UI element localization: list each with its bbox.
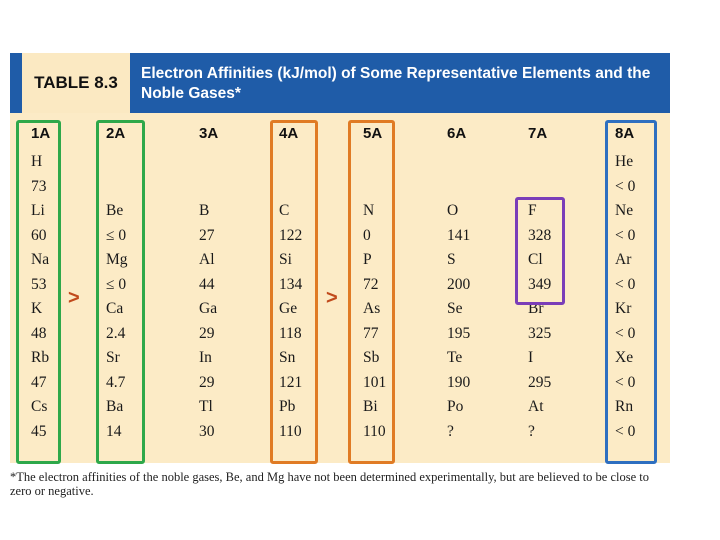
electron-affinity-value: 48 — [31, 324, 47, 342]
electron-affinity-value: < 0 — [615, 177, 636, 195]
element-symbol: F — [528, 202, 537, 219]
electron-affinity-value: 44 — [199, 275, 215, 293]
electron-affinity-value: 77 — [363, 324, 379, 342]
element-symbol: Se — [447, 300, 463, 317]
group-column-3a — [199, 118, 259, 444]
element-symbol: Ar — [615, 251, 632, 268]
element-symbol: Sb — [363, 349, 380, 366]
element-symbol: C — [279, 202, 290, 219]
electron-affinity-value: 30 — [199, 422, 215, 440]
electron-affinity-value: < 0 — [615, 422, 636, 440]
group-header: 2A — [106, 125, 126, 142]
electron-affinity-value: < 0 — [615, 226, 636, 244]
element-symbol: Xe — [615, 349, 634, 366]
element-symbol: Pb — [279, 398, 296, 415]
highlight-box-2a — [96, 120, 145, 464]
electron-affinity-value: 349 — [528, 275, 552, 293]
element-symbol: Tl — [199, 398, 213, 415]
group-header: 6A — [447, 125, 467, 142]
electron-affinity-value: 72 — [363, 275, 379, 293]
element-symbol: He — [615, 153, 634, 170]
element-symbol: N — [363, 202, 375, 219]
element-symbol: B — [199, 202, 210, 219]
element-symbol: S — [447, 251, 456, 268]
electron-affinity-value: 325 — [528, 324, 552, 342]
electron-affinity-value: ≤ 0 — [106, 275, 127, 293]
element-symbol: Te — [447, 349, 463, 366]
element-symbol: Be — [106, 202, 124, 219]
element-symbol: Cs — [31, 398, 48, 415]
electron-affinity-value: 47 — [31, 373, 47, 391]
element-symbol: Po — [447, 398, 464, 415]
electron-affinity-value: 27 — [199, 226, 215, 244]
element-symbol: Rb — [31, 349, 50, 366]
electron-affinity-value: 110 — [279, 422, 302, 440]
element-symbol: Na — [31, 251, 50, 268]
group-header: 1A — [31, 125, 51, 142]
table-header — [10, 53, 670, 113]
electron-affinity-value — [447, 175, 507, 200]
electron-affinity-value: 73 — [31, 177, 47, 195]
element-symbol: Sr — [106, 349, 120, 366]
element-symbol: Ne — [615, 202, 634, 219]
electron-affinity-value: 328 — [528, 226, 552, 244]
electron-affinity-value: 29 — [199, 373, 215, 391]
element-symbol: Al — [199, 251, 215, 268]
electron-affinity-value: 0 — [363, 226, 371, 244]
electron-affinity-value: 60 — [31, 226, 47, 244]
electron-affinity-value: 121 — [279, 373, 303, 391]
element-symbol: Si — [279, 251, 292, 268]
element-symbol: O — [447, 202, 459, 219]
electron-affinity-value: 134 — [279, 275, 303, 293]
element-symbol — [528, 150, 588, 175]
greater-than-arrow-2: > — [326, 287, 338, 309]
element-symbol — [447, 150, 507, 175]
element-symbol: In — [199, 349, 212, 366]
electron-affinity-value: 53 — [31, 275, 47, 293]
table-number: TABLE 8.3 — [22, 53, 130, 113]
element-symbol: Kr — [615, 300, 632, 317]
electron-affinity-value: 190 — [447, 373, 471, 391]
electron-affinity-value: 45 — [31, 422, 47, 440]
element-symbol: P — [363, 251, 372, 268]
electron-affinity-value: 141 — [447, 226, 471, 244]
element-symbol: H — [31, 153, 43, 170]
electron-affinity-value: 195 — [447, 324, 471, 342]
element-symbol: Rn — [615, 398, 634, 415]
electron-affinity-value: < 0 — [615, 324, 636, 342]
electron-affinity-value: 14 — [106, 422, 122, 440]
electron-affinity-value: < 0 — [615, 275, 636, 293]
electron-affinity-value: 122 — [279, 226, 303, 244]
element-symbol: Ba — [106, 398, 124, 415]
group-header: 8A — [615, 125, 635, 142]
electron-affinity-value: 29 — [199, 324, 215, 342]
electron-affinity-value: ? — [447, 422, 454, 440]
electron-affinity-value: 2.4 — [106, 324, 126, 342]
electron-affinity-value: ? — [528, 422, 535, 440]
electron-affinity-value: 118 — [279, 324, 302, 342]
element-symbol: Mg — [106, 251, 128, 268]
electron-affinity-value — [199, 175, 259, 200]
electron-affinity-value: ≤ 0 — [106, 226, 127, 244]
element-symbol: At — [528, 398, 544, 415]
electron-affinity-value: 101 — [363, 373, 387, 391]
table-footnote: *The electron affinities of the noble gases, Be, and Mg have not been determined experimentally, but are believed to be close to zero or negative. — [10, 470, 650, 498]
element-symbol: Ge — [279, 300, 298, 317]
group-column-6a — [447, 118, 507, 444]
group-header: 4A — [279, 125, 299, 142]
greater-than-arrow-1: > — [68, 287, 80, 309]
element-symbol: Br — [528, 300, 544, 317]
group-header: 5A — [363, 125, 383, 142]
element-symbol: I — [528, 349, 534, 366]
electron-affinity-value: 200 — [447, 275, 471, 293]
highlight-box-1a — [16, 120, 61, 464]
highlight-box-5a — [348, 120, 395, 464]
element-symbol: As — [363, 300, 381, 317]
highlight-box-4a — [270, 120, 318, 464]
group-header: 3A — [199, 125, 219, 142]
group-header: 7A — [528, 125, 548, 142]
element-symbol: Sn — [279, 349, 296, 366]
element-symbol: Ga — [199, 300, 218, 317]
electron-affinity-value: 4.7 — [106, 373, 126, 391]
element-symbol: Ca — [106, 300, 124, 317]
highlight-box-8a — [605, 120, 657, 464]
element-symbol: Bi — [363, 398, 378, 415]
highlight-box-7a-top — [515, 197, 565, 305]
element-symbol: K — [31, 300, 43, 317]
electron-affinity-value: 110 — [363, 422, 386, 440]
element-symbol: Cl — [528, 251, 543, 268]
element-symbol: Li — [31, 202, 45, 219]
element-symbol — [199, 150, 259, 175]
electron-affinity-value: 295 — [528, 373, 552, 391]
electron-affinity-value: < 0 — [615, 373, 636, 391]
electron-affinity-value — [528, 175, 588, 200]
table-title: Electron Affinities (kJ/mol) of Some Representative Elements and the Noble Gases* — [141, 65, 651, 102]
